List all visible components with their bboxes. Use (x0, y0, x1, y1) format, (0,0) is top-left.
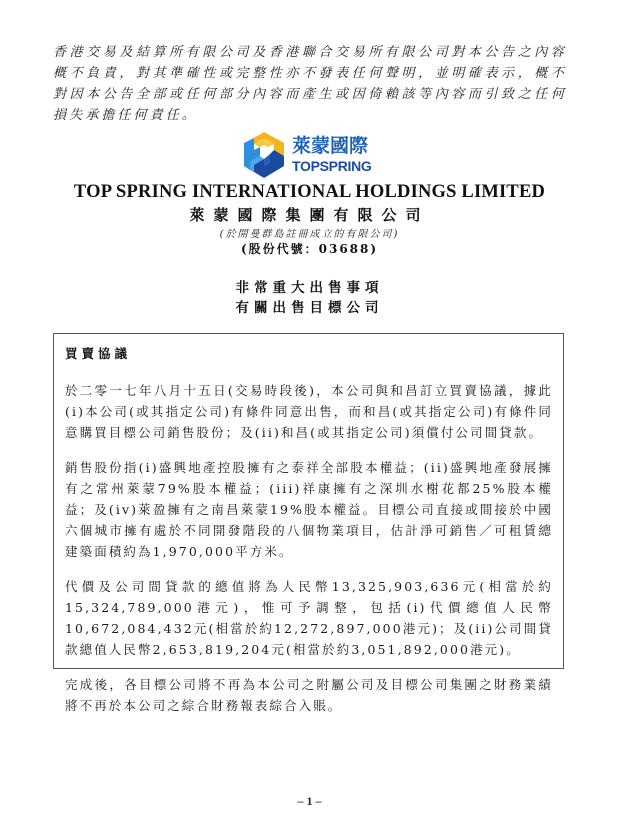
logo-name-en: TOPSPRING (292, 158, 372, 174)
company-logo (240, 129, 385, 181)
announcement-title-line2: 有關出售目標公司 (235, 300, 384, 316)
incorporation-note: (於開曼群島註冊成立的有限公司) (219, 229, 400, 240)
logo-name-cn: 萊蒙國際 (292, 135, 369, 157)
stock-code: (股份代號：03688) (240, 242, 379, 256)
company-name-en: TOP SPRING INTERNATIONAL HOLDINGS LIMITED (73, 182, 546, 202)
paragraph-agreement: 於二零一七年八月十五日(交易時段後)，本公司與和昌訂立買賣協議，據此(i)本公司(或其指定公司)有條件同意出售，而和昌(或其指定公司)有條件同意購買目標公司銷售股份；及(ii)和昌(或其指定公司)須償付公司間貸款。 (65, 383, 553, 440)
topspring-cube-logo-icon (240, 130, 288, 180)
summary-box (53, 333, 564, 713)
announcement-title-line1: 非常重大出售事項 (235, 280, 384, 296)
page-number: – 1 – (297, 794, 322, 808)
exchange-disclaimer: 香港交易及結算所有限公司及香港聯合交易所有限公司對本公告之內容概不負責，對其準確性或完整性亦不發表任何聲明，並明確表示，概不對因本公告全部或任何部分內容而產生或因倚賴該等內容而引致之任何損失承擔任何責任。 (53, 45, 567, 123)
company-name-cn: 萊蒙國際集團有限公司 (189, 206, 430, 224)
paragraph-completion: 完成後，各目標公司將不再為本公司之附屬公司及目標公司集團之財務業績將不再於本公司之綜合財務報表綜合入賬。 (65, 677, 553, 713)
paragraph-consideration: 代價及公司間貸款的總值將為人民幣13,325,903,636元(相當於約15,324,789,000港元)，惟可予調整，包括(i)代價總值人民幣10,672,084,432元(相當於約12,272,897,000港元)；及(ii)公司間貸款總值人民幣2,653,819,204元(相當於約3,051,892,000港元)。 (65, 579, 553, 657)
box-title: 買賣協議 (65, 346, 132, 361)
paragraph-sale-shares: 銷售股份指(i)盛興地產控股擁有之泰祥全部股本權益；(ii)盛興地產發展擁有之常州萊蒙79%股本權益；(iii)祥康擁有之深圳水榭花都25%股本權益；及(iv)萊盈擁有之南昌萊蒙19%股本權益。目標公司直接或間接於中國六個城市擁有處於不同開發階段的八個物業項目，估計淨可銷售／可租賃總建築面積約為1,970,000平方米。 (65, 460, 553, 559)
